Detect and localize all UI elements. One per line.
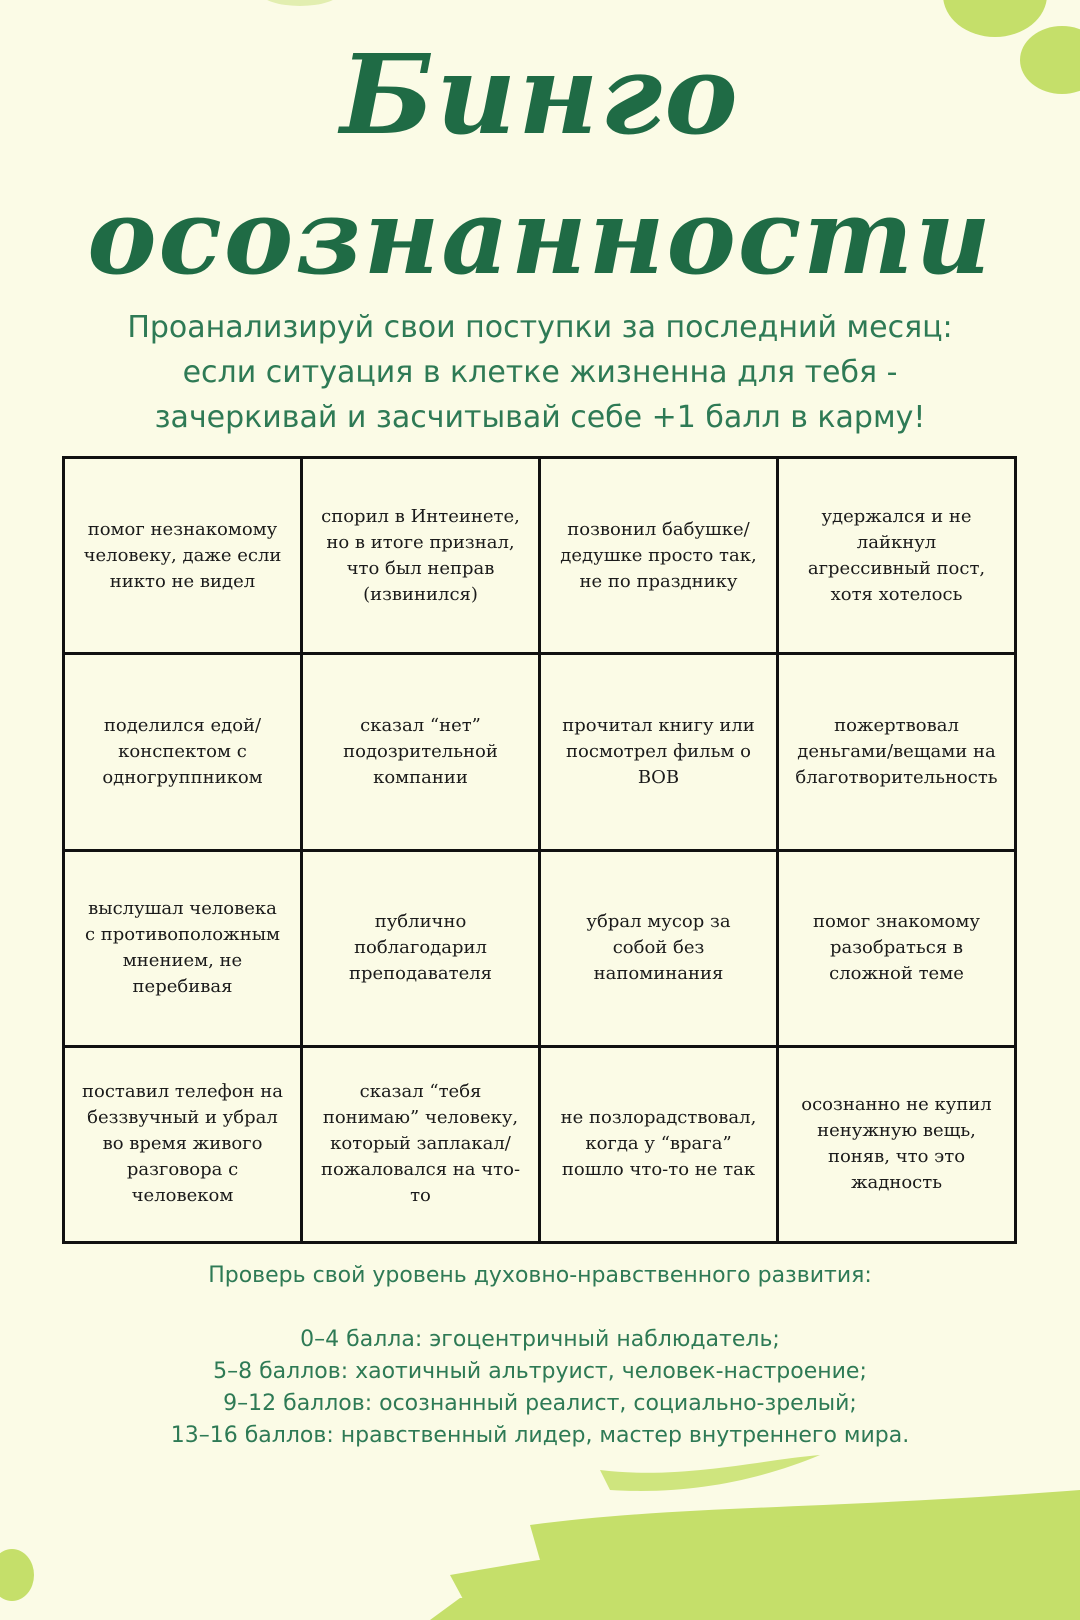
bingo-cell[interactable]: осознанно не купил ненужную вещь, поняв, что это жадность bbox=[778, 1046, 1016, 1242]
bingo-row bbox=[64, 654, 1016, 850]
scoring-heading: Проверь свой уровень духовно-нравственного развития: bbox=[208, 1263, 872, 1288]
bingo-cell[interactable]: спорил в Интеинете, но в итоге признал, что был неправ (извинился) bbox=[302, 458, 540, 654]
bingo-cell[interactable]: убрал мусор за собой без напоминания bbox=[540, 850, 778, 1046]
bingo-cell[interactable]: сказал “тебя понимаю” человеку, который заплакал/ пожаловался на что-то bbox=[302, 1046, 540, 1242]
score-level: 5–8 баллов: хаотичный альтруист, человек-настроение; bbox=[213, 1359, 867, 1384]
instruction-line: Проанализируй свои поступки за последний месяц: bbox=[127, 310, 953, 345]
bingo-cell[interactable]: публично поблагодарил преподавателя bbox=[302, 850, 540, 1046]
score-level: 0–4 балла: эгоцентричный наблюдатель; bbox=[300, 1327, 780, 1352]
scoring-section bbox=[60, 1260, 1020, 1452]
bingo-cell[interactable]: поставил телефон на беззвучный и убрал во время живого разговора с человеком bbox=[64, 1046, 302, 1242]
spacer bbox=[60, 1292, 1020, 1324]
bingo-cell[interactable]: не позлорадствовал, когда у “врага” пошло что-то не так bbox=[540, 1046, 778, 1242]
bingo-row bbox=[64, 458, 1016, 654]
instructions bbox=[90, 305, 990, 440]
bingo-cell[interactable]: позвонил бабушке/ дедушке просто так, не по празднику bbox=[540, 458, 778, 654]
bottom-left-blob bbox=[0, 1549, 34, 1601]
bottom-right-brush bbox=[430, 1455, 1080, 1620]
bingo-cell[interactable]: пожертвовал деньгами/вещами на благотворительность bbox=[778, 654, 1016, 850]
bingo-cell[interactable]: поделился едой/ конспектом с одногруппником bbox=[64, 654, 302, 850]
bingo-row bbox=[64, 1046, 1016, 1242]
instruction-line: зачеркивай и засчитывай себе +1 балл в карму! bbox=[154, 400, 926, 435]
bingo-cell[interactable]: выслушал человека с противоположным мнением, не перебивая bbox=[64, 850, 302, 1046]
bingo-cell[interactable]: прочитал книгу или посмотрел фильм о ВОВ bbox=[540, 654, 778, 850]
bingo-cell[interactable]: помог знакомому разобраться в сложной теме bbox=[778, 850, 1016, 1046]
title-line-1: Бинго bbox=[340, 30, 740, 159]
title-line-2: осознанности bbox=[87, 175, 993, 298]
score-level: 13–16 баллов: нравственный лидер, мастер внутреннего мира. bbox=[170, 1423, 910, 1448]
instruction-line: если ситуация в клетке жизненна для тебя - bbox=[182, 355, 898, 390]
bingo-cell[interactable]: сказал “нет” подозрительной компании bbox=[302, 654, 540, 850]
bingo-row bbox=[64, 850, 1016, 1046]
top-faint-blob bbox=[260, 0, 340, 6]
score-level: 9–12 баллов: осознанный реалист, социально-зрелый; bbox=[223, 1391, 857, 1416]
bingo-grid bbox=[62, 456, 1017, 1244]
bingo-cell[interactable]: удержался и не лайкнул агрессивный пост, хотя хотелось bbox=[778, 458, 1016, 654]
bingo-cell[interactable]: помог незнакомому человеку, даже если никто не видел bbox=[64, 458, 302, 654]
